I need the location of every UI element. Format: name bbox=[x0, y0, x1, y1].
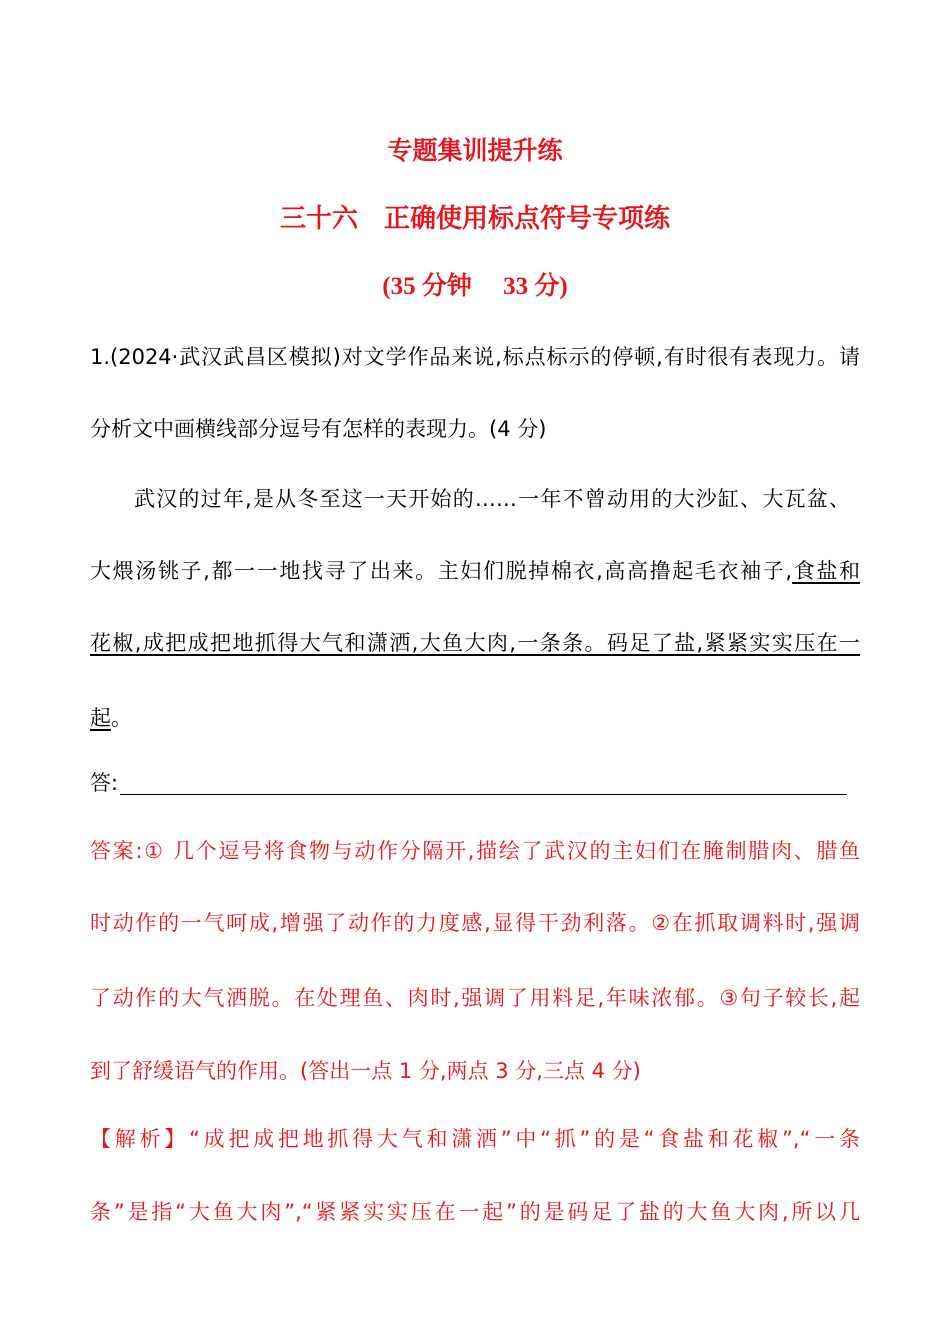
analysis-line-2: 条”是指“大鱼大肉”,“紧紧实实压在一起”的是码足了盐的大鱼大肉,所以几 bbox=[90, 1200, 860, 1224]
passage-line-1: 武汉的过年,是从冬至这一天开始的……一年不曾动用的大沙缸、大瓦盆、 bbox=[134, 487, 850, 511]
passage-underlined-middle: 花椒,成把成把地抓得大气和潇洒,大鱼大肉,一条条。码足了盐,紧紧实实压在一 bbox=[90, 631, 860, 655]
passage-underlined-start: 食盐和 bbox=[792, 559, 860, 583]
answer-input-line[interactable] bbox=[120, 794, 847, 795]
question-line-2: 分析文中画横线部分逗号有怎样的表现力。(4 分) bbox=[90, 417, 547, 441]
passage-underlined-end: 起 bbox=[90, 706, 111, 730]
passage-line-2 bbox=[90, 556, 860, 586]
passage-line-3 bbox=[90, 628, 860, 658]
section-title: 三十六 正确使用标点符号专项练 bbox=[279, 204, 670, 234]
answer-line-1: 答案:① 几个逗号将食物与动作分隔开,描绘了武汉的主妇们在腌制腊肉、腊鱼 bbox=[90, 839, 860, 863]
time-and-score: (35 分钟 33 分) bbox=[382, 273, 568, 300]
passage-line-4-end: 。 bbox=[111, 706, 132, 730]
passage-line-2-plain: 大煨汤铫子,都一一地找寻了出来。主妇们脱掉棉衣,高高撸起毛衣袖子, bbox=[90, 559, 793, 583]
answer-line-3: 了动作的大气洒脱。在处理鱼、肉时,强调了用料足,年味浓郁。③句子较长,起 bbox=[90, 986, 860, 1010]
series-title: 专题集训提升练 bbox=[387, 136, 563, 165]
answer-line-4: 到了舒缓语气的作用。(答出一点 1 分,两点 3 分,三点 4 分) bbox=[90, 1059, 641, 1083]
passage-line-4 bbox=[90, 703, 860, 733]
question-line-1: 1.(2024·武汉武昌区模拟)对文学作品来说,标点标示的停顿,有时很有表现力。请 bbox=[90, 345, 860, 369]
answer-line-2: 时动作的一气呵成,增强了动作的力度感,显得干劲利落。②在抓取调料时,强调 bbox=[90, 911, 860, 935]
analysis-line-1: 【解析】“成把成把地抓得大气和潇洒”中“抓”的是“食盐和花椒”,“一条 bbox=[90, 1127, 860, 1151]
answer-prompt: 答: bbox=[90, 771, 119, 795]
